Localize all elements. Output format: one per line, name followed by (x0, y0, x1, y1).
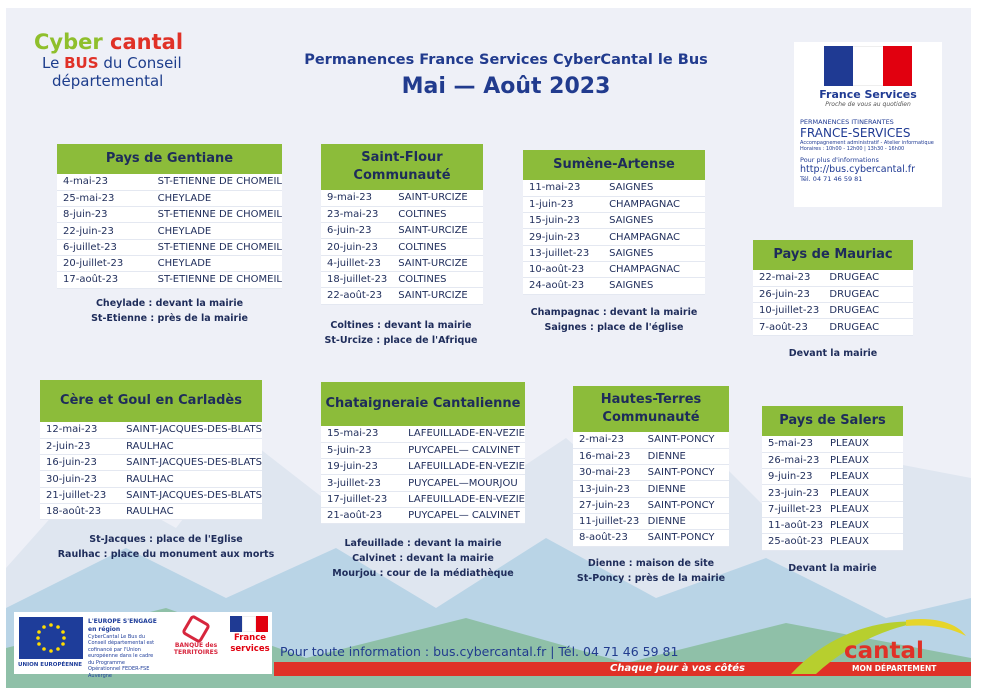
table-row (321, 255, 483, 271)
table-row (762, 469, 903, 485)
table-row (753, 303, 913, 319)
commune-cell: COLTINES (392, 206, 483, 222)
hexagon-icon (181, 614, 211, 644)
region-title: L'EUROPE S'ENGAGE en région (88, 618, 157, 633)
date-cell: 25-mai-23 (57, 190, 152, 206)
table-row (40, 455, 262, 471)
table-row (753, 270, 913, 286)
date-cell: 1-juin-23 (523, 196, 603, 212)
date-cell: 10-juillet-23 (753, 303, 823, 319)
location-note: Cheylade : devant la mairie (95, 298, 244, 309)
page-subtitle: Permanences France Services CyberCantal le Bus (304, 52, 708, 68)
location-note: Coltines : devant la mairie (330, 320, 472, 331)
commune-cell: DRUGEAC (823, 303, 913, 319)
block-pays-de-gentiane (57, 144, 282, 289)
fs-small-line1: France (233, 633, 267, 643)
date-cell: 20-juin-23 (321, 239, 392, 255)
commune-cell: CHEYLADE (152, 255, 282, 271)
date-cell: 15-juin-23 (523, 213, 603, 229)
commune-cell: ST-ETIENNE DE CHOMEIL (152, 207, 282, 223)
table-row (57, 190, 282, 206)
date-cell: 24-août-23 (523, 278, 603, 294)
commune-cell: DRUGEAC (823, 319, 913, 335)
fs-france-services: FRANCE-SERVICES (800, 126, 911, 140)
commune-cell: COLTINES (392, 271, 483, 287)
block-title: Cère et Goul en Carladès (40, 380, 262, 422)
block-notes (306, 318, 496, 348)
fs-small-line2: services (230, 644, 270, 655)
table-row (573, 530, 729, 546)
location-note: Dienne : maison de site (587, 558, 715, 569)
date-cell: 10-août-23 (523, 261, 603, 277)
table-row (57, 223, 282, 239)
commune-cell: SAIGNES (603, 245, 705, 261)
cantal-subtitle: MON DÉPARTEMENT (852, 664, 937, 673)
slogan: Chaque jour à vos côtés (610, 663, 745, 674)
table-row (57, 207, 282, 223)
commune-cell: SAINT-URCIZE (392, 288, 483, 304)
date-cell: 15-mai-23 (321, 426, 402, 442)
commune-cell: SAINT-JACQUES-DES-BLATS (120, 487, 262, 503)
commune-cell: PUYCAPEL— CALVINET (402, 442, 525, 458)
commune-cell: DIENNE (642, 481, 729, 497)
commune-cell: ST-ETIENNE DE CHOMEIL (152, 272, 282, 288)
table-row (753, 286, 913, 302)
date-cell: 17-juillet-23 (321, 491, 402, 507)
location-note: St-Etienne : près de la mairie (91, 313, 248, 325)
table-row (573, 465, 729, 481)
block-notes (321, 536, 525, 582)
region-text: CyberCantal Le Bus du Conseil départemental est cofinancé par l'Union européenne dans le cadre du Programme Opérationnel FEDER-FSE Auvergne (88, 633, 155, 679)
table-row (523, 245, 705, 261)
region-logo (88, 618, 158, 679)
date-cell: 30-juin-23 (40, 471, 120, 487)
block-pays-de-salers (762, 406, 903, 551)
commune-cell: DRUGEAC (823, 286, 913, 302)
date-cell: 9-juin-23 (762, 469, 824, 485)
date-cell: 5-mai-23 (762, 436, 824, 452)
table-row (762, 517, 903, 533)
location-note: Devant la mairie (788, 563, 877, 574)
date-cell: 11-mai-23 (523, 180, 603, 196)
commune-cell: CHEYLADE (152, 190, 282, 206)
date-cell: 18-août-23 (40, 503, 120, 519)
commune-cell: SAINT-URCIZE (392, 255, 483, 271)
table-row (321, 239, 483, 255)
date-cell: 22-août-23 (321, 288, 392, 304)
schedule-table (40, 422, 262, 520)
commune-cell: CHEYLADE (152, 223, 282, 239)
location-note: Mourjou : cour de la médiathèque (332, 568, 514, 580)
table-row (321, 288, 483, 304)
commune-cell: CHAMPAGNAC (603, 196, 705, 212)
eu-label: UNION EUROPÉENNE (18, 662, 82, 668)
commune-cell: CHAMPAGNAC (603, 229, 705, 245)
block-notes (563, 556, 739, 586)
date-cell: 2-juin-23 (40, 438, 120, 454)
date-cell: 16-mai-23 (573, 448, 642, 464)
block-title: Pays de Salers (762, 406, 903, 436)
block-title: Saint-Flour Communauté (321, 144, 483, 190)
logo-bus: BUS (64, 54, 99, 72)
table-row (40, 471, 262, 487)
table-row (40, 422, 262, 438)
commune-cell: PLEAUX (824, 517, 903, 533)
commune-cell: PLEAUX (824, 501, 903, 517)
date-cell: 13-juin-23 (573, 481, 642, 497)
commune-cell: SAIGNES (603, 213, 705, 229)
block-notes (762, 561, 903, 576)
table-row (573, 513, 729, 529)
logo-cantal: cantal (110, 30, 184, 54)
block-hautes-terres (573, 386, 729, 547)
table-row (573, 497, 729, 513)
date-cell: 25-août-23 (762, 534, 824, 550)
date-cell: 6-juillet-23 (57, 239, 152, 255)
commune-cell: SAINT-PONCY (642, 530, 729, 546)
commune-cell: COLTINES (392, 239, 483, 255)
table-row (57, 272, 282, 288)
logo-cyber: Cyber (34, 30, 103, 54)
commune-cell: DIENNE (642, 448, 729, 464)
table-row (40, 438, 262, 454)
date-cell: 29-juin-23 (523, 229, 603, 245)
table-row (762, 485, 903, 501)
schedule-table (321, 426, 525, 524)
date-cell: 8-juin-23 (57, 207, 152, 223)
commune-cell: ST-ETIENNE DE CHOMEIL (152, 174, 282, 190)
commune-cell: ST-ETIENNE DE CHOMEIL (152, 239, 282, 255)
commune-cell: SAINT-URCIZE (392, 223, 483, 239)
block-saint-flour (321, 144, 483, 305)
date-cell: 16-juin-23 (40, 455, 120, 471)
commune-cell: SAINT-PONCY (642, 497, 729, 513)
table-row (40, 487, 262, 503)
block-title: Pays de Mauriac (753, 240, 913, 270)
commune-cell: PLEAUX (824, 469, 903, 485)
eu-flag-icon (19, 617, 83, 659)
sheet (6, 8, 971, 688)
france-services-small-logo (230, 616, 270, 655)
date-cell: 7-août-23 (753, 319, 823, 335)
location-note: Saignes : place de l'église (544, 322, 684, 334)
banque-line2: TERRITOIRES (173, 649, 219, 656)
block-notes (57, 296, 282, 326)
commune-cell: PUYCAPEL—MOURJOU (402, 475, 525, 491)
commune-cell: PLEAUX (824, 436, 903, 452)
page-title: Mai — Août 2023 (401, 74, 611, 99)
logo-le: Le (42, 54, 60, 72)
date-cell: 21-juillet-23 (40, 487, 120, 503)
table-row (523, 180, 705, 196)
date-cell: 27-juin-23 (573, 497, 642, 513)
commune-cell: CHAMPAGNAC (603, 261, 705, 277)
date-cell: 11-juillet-23 (573, 513, 642, 529)
commune-cell: SAINT-JACQUES-DES-BLATS (120, 455, 262, 471)
date-cell: 12-mai-23 (40, 422, 120, 438)
fs-url[interactable]: http://bus.cybercantal.fr (800, 164, 916, 175)
table-row (321, 426, 525, 442)
commune-cell: DRUGEAC (823, 270, 913, 286)
fs-name: France Services (819, 88, 917, 101)
date-cell: 8-août-23 (573, 530, 642, 546)
table-row (762, 436, 903, 452)
cantal-name: cantal (844, 638, 924, 664)
table-row (321, 459, 525, 475)
france-flag-icon (230, 616, 268, 632)
table-row (573, 448, 729, 464)
date-cell: 23-juin-23 (762, 485, 824, 501)
table-row (762, 452, 903, 468)
commune-cell: DIENNE (642, 513, 729, 529)
block-sumene-artense (523, 150, 705, 295)
date-cell: 5-juin-23 (321, 442, 402, 458)
schedule-table (523, 180, 705, 295)
block-title: Hautes-Terres Communauté (573, 386, 729, 432)
date-cell: 3-juillet-23 (321, 475, 402, 491)
contact-info: Pour toute information : bus.cybercantal.fr | Tél. 04 71 46 59 81 (280, 644, 679, 659)
commune-cell: PUYCAPEL— CALVINET (402, 507, 525, 523)
date-cell: 22-mai-23 (753, 270, 823, 286)
date-cell: 4-mai-23 (57, 174, 152, 190)
fs-accompagnement: Accompagnement administratif - Atelier informatique (800, 140, 934, 146)
block-pays-de-mauriac (753, 240, 913, 336)
schedule-table (573, 432, 729, 547)
date-cell: 22-juin-23 (57, 223, 152, 239)
date-cell: 26-mai-23 (762, 452, 824, 468)
block-title: Sumène-Artense (523, 150, 705, 180)
commune-cell: PLEAUX (824, 485, 903, 501)
block-notes (516, 305, 712, 335)
schedule-table (753, 270, 913, 336)
france-flag-icon (824, 46, 912, 86)
table-row (762, 534, 903, 550)
location-note: St-Urcize : place de l'Afrique (324, 335, 478, 347)
table-row (573, 481, 729, 497)
date-cell: 30-mai-23 (573, 465, 642, 481)
date-cell: 4-juillet-23 (321, 255, 392, 271)
commune-cell: SAIGNES (603, 278, 705, 294)
table-row (321, 223, 483, 239)
location-note: Champagnac : devant la mairie (530, 307, 698, 318)
date-cell: 18-juillet-23 (321, 271, 392, 287)
location-note: Raulhac : place du monument aux morts (57, 549, 275, 561)
schedule-table (762, 436, 903, 551)
commune-cell: RAULHAC (120, 503, 262, 519)
commune-cell: RAULHAC (120, 471, 262, 487)
location-note: Devant la mairie (788, 348, 878, 359)
table-row (57, 239, 282, 255)
table-row (523, 261, 705, 277)
table-row (321, 491, 525, 507)
location-note: Calvinet : devant la mairie (352, 553, 494, 565)
table-row (40, 503, 262, 519)
location-note: St-Poncy : près de la mairie (576, 573, 726, 585)
table-row (321, 475, 525, 491)
fs-more-info: Pour plus d'informations (800, 156, 879, 164)
commune-cell: LAFEUILLADE-EN-VEZIE (402, 459, 525, 475)
table-row (573, 432, 729, 448)
date-cell: 6-juin-23 (321, 223, 392, 239)
location-note: Lafeuillade : devant la mairie (344, 538, 502, 549)
commune-cell: LAFEUILLADE-EN-VEZIE (402, 426, 525, 442)
fs-tagline: Proche de vous au quotidien (825, 101, 911, 108)
block-cere-et-goul (40, 380, 262, 520)
commune-cell: RAULHAC (120, 438, 262, 454)
schedule-table (321, 190, 483, 305)
date-cell: 19-juin-23 (321, 459, 402, 475)
logo-departemental: départemental (52, 72, 164, 90)
block-notes (753, 346, 913, 361)
table-row (321, 190, 483, 206)
logo-conseil: du Conseil (103, 54, 182, 72)
date-cell: 9-mai-23 (321, 190, 392, 206)
table-row (57, 255, 282, 271)
block-notes (40, 532, 292, 562)
table-row (321, 442, 525, 458)
date-cell: 21-août-23 (321, 507, 402, 523)
commune-cell: PLEAUX (824, 452, 903, 468)
commune-cell: SAIGNES (603, 180, 705, 196)
table-row (321, 507, 525, 523)
table-row (523, 213, 705, 229)
location-note: St-Jacques : place de l'Eglise (89, 534, 243, 545)
fs-hours: Horaires : 10h00 - 12h00 | 13h30 - 16h00 (800, 146, 905, 152)
table-row (753, 319, 913, 335)
banque-line1: BANQUE des (174, 642, 218, 649)
date-cell: 2-mai-23 (573, 432, 642, 448)
date-cell: 7-juillet-23 (762, 501, 824, 517)
banque-des-territoires-logo (164, 616, 228, 656)
commune-cell: SAINT-URCIZE (392, 190, 483, 206)
france-services-box (794, 42, 942, 207)
date-cell: 26-juin-23 (753, 286, 823, 302)
table-row (321, 271, 483, 287)
table-row (523, 278, 705, 294)
commune-cell: PLEAUX (824, 534, 903, 550)
block-chataigneraie (321, 382, 525, 524)
commune-cell: LAFEUILLADE-EN-VEZIE (402, 491, 525, 507)
table-row (321, 206, 483, 222)
table-row (762, 501, 903, 517)
block-title: Chataigneraie Cantalienne (321, 382, 525, 426)
commune-cell: SAINT-PONCY (642, 432, 729, 448)
table-row (523, 229, 705, 245)
fs-phone: Tél. 04 71 46 59 81 (800, 175, 863, 183)
partner-logos (14, 612, 272, 679)
date-cell: 11-août-23 (762, 517, 824, 533)
block-title: Pays de Gentiane (57, 144, 282, 174)
date-cell: 17-août-23 (57, 272, 152, 288)
schedule-table (57, 174, 282, 289)
fs-permanences: PERMANENCES ITINERANTES (800, 118, 894, 126)
date-cell: 20-juillet-23 (57, 255, 152, 271)
table-row (523, 196, 705, 212)
table-row (57, 174, 282, 190)
cybercantal-logo (34, 30, 204, 120)
commune-cell: SAINT-PONCY (642, 465, 729, 481)
commune-cell: SAINT-JACQUES-DES-BLATS (120, 422, 262, 438)
date-cell: 23-mai-23 (321, 206, 392, 222)
date-cell: 13-juillet-23 (523, 245, 603, 261)
